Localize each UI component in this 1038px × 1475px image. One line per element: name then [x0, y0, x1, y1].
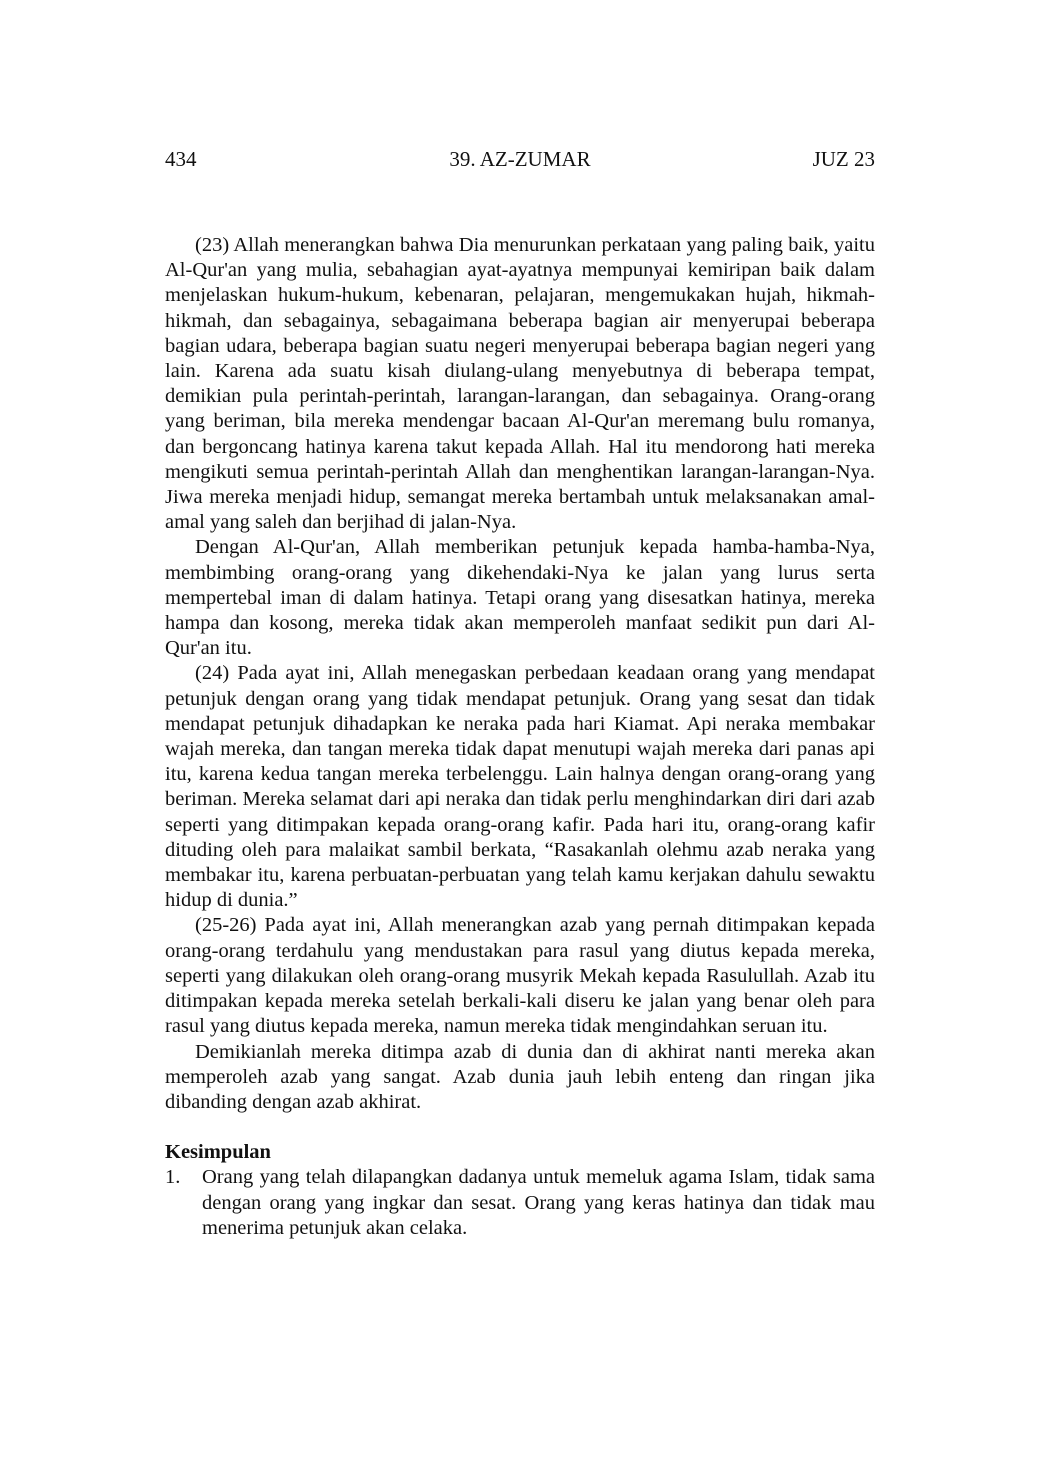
running-header: [165, 146, 875, 176]
juz-label: JUZ 23: [812, 147, 875, 171]
conclusion-heading: Kesimpulan: [165, 1141, 271, 1164]
paragraph-ayat-23: (23) Allah menerangkan bahwa Dia menurunkan perkataan yang paling baik, yaitu Al-Qur'an yang mulia, sebahagian ayat-ayatnya mempunyai kemiripan baik dalam menjelaskan hukum-hukum, kebenaran, pelajaran, mengemukakan hujah, hikmah-hikmah, dan sebagainya, sebagaimana beberapa bagian air menyerupai beberapa bagian udara, beberapa bagian suatu negeri menyerupai beberapa bagian negeri yang lain. Karena ada suatu kisah diulang-ulang menyebutnya di beberapa tempat, demikian pula perintah-perintah, larangan-larangan, dan sebagainya. Orang-orang yang beriman, bila mereka mendengar bacaan Al-Qur'an meremang bulu romanya, dan bergoncang hatinya karena takut kepada Allah. Hal itu mendorong hati mereka mengikuti semua perintah-perintah Allah dan menghentikan larangan-larangan-Nya. Jiwa mereka menjadi hidup, semangat mereka bertambah untuk melaksanakan amal-amal yang saleh dan berjihad di jalan-Nya.: [165, 234, 875, 534]
paragraph-guidance: Dengan Al-Qur'an, Allah memberikan petunjuk kepada hamba-hamba-Nya, membimbing orang-orang yang dikehendaki-Nya ke jalan yang lurus serta mempertebal iman di dalam hatinya. Tetapi orang yang disesatkan hatinya, mereka hampa dan kosong, mereka tidak akan memperoleh manfaat sedikit pun dari Al-Qur'an itu.: [165, 536, 875, 660]
conclusion-list: [165, 1165, 875, 1241]
paragraph-punishment: Demikianlah mereka ditimpa azab di dunia dan di akhirat nanti mereka akan memperoleh azab yang sangat. Azab dunia jauh lebih enteng dan ringan jika dibanding dengan azab akhirat.: [165, 1040, 875, 1113]
page-body: [165, 233, 875, 1241]
page-number: 434: [165, 147, 197, 171]
list-item-number: 1.: [165, 1166, 181, 1189]
list-item: [165, 1165, 875, 1241]
paragraph-ayat-25-26: (25-26) Pada ayat ini, Allah menerangkan azab yang pernah ditimpakan kepada orang-orang terdahulu yang mendustakan para rasul yang diutus kepada mereka, seperti yang dilakukan oleh orang-orang musyrik Mekah kepada Rasulullah. Azab itu ditimpakan kepada mereka setelah berkali-kali diseru ke jalan yang benar oleh para rasul yang diutus kepada mereka, namun mereka tidak mengindahkan seruan itu.: [165, 914, 875, 1038]
surah-title: 39. AZ-ZUMAR: [449, 147, 591, 171]
paragraph-ayat-24: (24) Pada ayat ini, Allah menegaskan perbedaan keadaan orang yang mendapat petunjuk dengan orang yang tidak mendapat petunjuk. Orang yang sesat dan tidak mendapat petunjuk dihadapkan ke neraka pada hari Kiamat. Api neraka membakar wajah mereka, dan tangan mereka tidak dapat menutupi wajah mereka dari panas api itu, karena kedua tangan mereka terbelenggu. Lain halnya dengan orang-orang yang beriman. Mereka selamat dari api neraka dan tidak perlu menghindarkan diri dari azab seperti yang ditimpakan kepada orang-orang kafir. Pada hari itu, orang-orang kafir dituding oleh para malaikat sambil berkata, “Rasakanlah olehmu azab neraka yang membakar itu, karena perbuatan-perbuatan yang telah kamu kerjakan dahulu sewaktu hidup di dunia.”: [165, 662, 875, 912]
list-item-text: Orang yang telah dilapangkan dadanya untuk memeluk agama Islam, tidak sama dengan orang yang ingkar dan sesat. Orang yang keras hatinya dan tidak mau menerima petunjuk akan celaka.: [202, 1166, 875, 1239]
